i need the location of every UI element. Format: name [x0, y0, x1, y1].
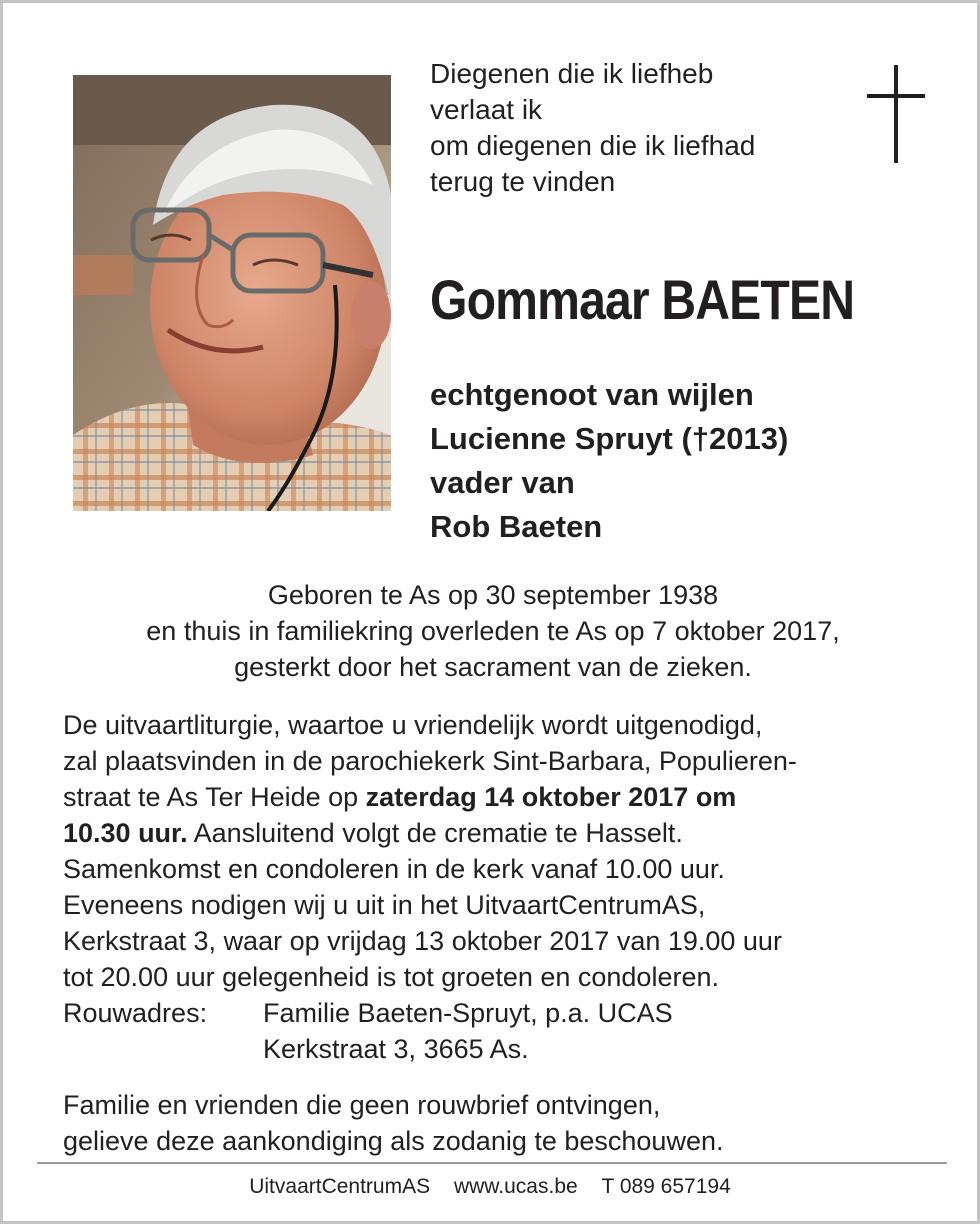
closing-line: gelieve deze aankondiging als zodanig te beschouwen. [63, 1126, 724, 1156]
closing-line: Familie en vrienden die geen rouwbrief ontvingen, [63, 1090, 661, 1120]
birth-death-info [33, 577, 953, 685]
footer-company: UitvaartCentrumAS [249, 1175, 431, 1198]
relation-line: Rob Baeten [430, 509, 603, 544]
footer-phone: T 089 657194 [601, 1175, 731, 1198]
footer-website: www.ucas.be [453, 1175, 578, 1198]
mourning-address [63, 995, 797, 1031]
announcement-line: De uitvaartliturgie, waartoe u vriendelijk wordt uitgenodigd, [63, 710, 763, 740]
poem-line: om diegenen die ik liefhad [430, 130, 756, 161]
address-line: Kerkstraat 3, 3665 As. [263, 1034, 529, 1064]
announcement-line: zal plaatsvinden in de parochiekerk Sint-Barbara, Populieren- [63, 746, 797, 776]
announcement-text: straat te As Ter Heide op [63, 782, 366, 812]
announcement-line [63, 779, 797, 815]
poem-line: Diegenen die ik liefheb [430, 58, 714, 89]
poem-line: verlaat ik [430, 94, 543, 125]
portrait-illustration [73, 75, 391, 511]
relation-line: vader van [430, 465, 575, 500]
funeral-announcement [63, 707, 797, 1067]
family-relations [430, 373, 788, 549]
address-label: Rouwadres: [63, 998, 208, 1028]
mourning-address-cont [63, 1031, 797, 1067]
announcement-line: Samenkomst en condoleren in de kerk vanaf 10.00 uur. [63, 854, 725, 884]
funeral-date: zaterdag 14 oktober 2017 om [365, 782, 737, 812]
address-line: Familie Baeten-Spruyt, p.a. UCAS [263, 998, 673, 1028]
birth-death-line: gesterkt door het sacrament van de zieken. [234, 652, 752, 682]
announcement-line: Eveneens nodigen wij u uit in het UitvaartCentrumAS, [63, 890, 706, 920]
closing-note [63, 1087, 724, 1159]
announcement-line: tot 20.00 uur gelegenheid is tot groeten en condoleren. [63, 962, 719, 992]
footer [3, 1171, 977, 1203]
birth-death-line: Geboren te As op 30 september 1938 [267, 580, 719, 610]
funeral-time: 10.30 uur. [63, 818, 188, 848]
footer-divider [37, 1162, 947, 1164]
relation-line: echtgenoot van wijlen [430, 377, 754, 412]
deceased-name: Gommaar BAETEN [430, 268, 855, 331]
poem-line: terug te vinden [430, 166, 616, 197]
memorial-poem [430, 56, 755, 200]
announcement-line [63, 815, 797, 851]
relation-line: Lucienne Spruyt (†2013) [430, 421, 789, 456]
cross-icon [867, 65, 925, 163]
announcement-text: Aansluitend volgt de crematie te Hasselt. [187, 818, 683, 848]
birth-death-line: en thuis in familiekring overleden te As op 7 oktober 2017, [146, 616, 840, 646]
portrait-photo [73, 75, 391, 511]
announcement-line: Kerkstraat 3, waar op vrijdag 13 oktober 2017 van 19.00 uur [63, 926, 782, 956]
